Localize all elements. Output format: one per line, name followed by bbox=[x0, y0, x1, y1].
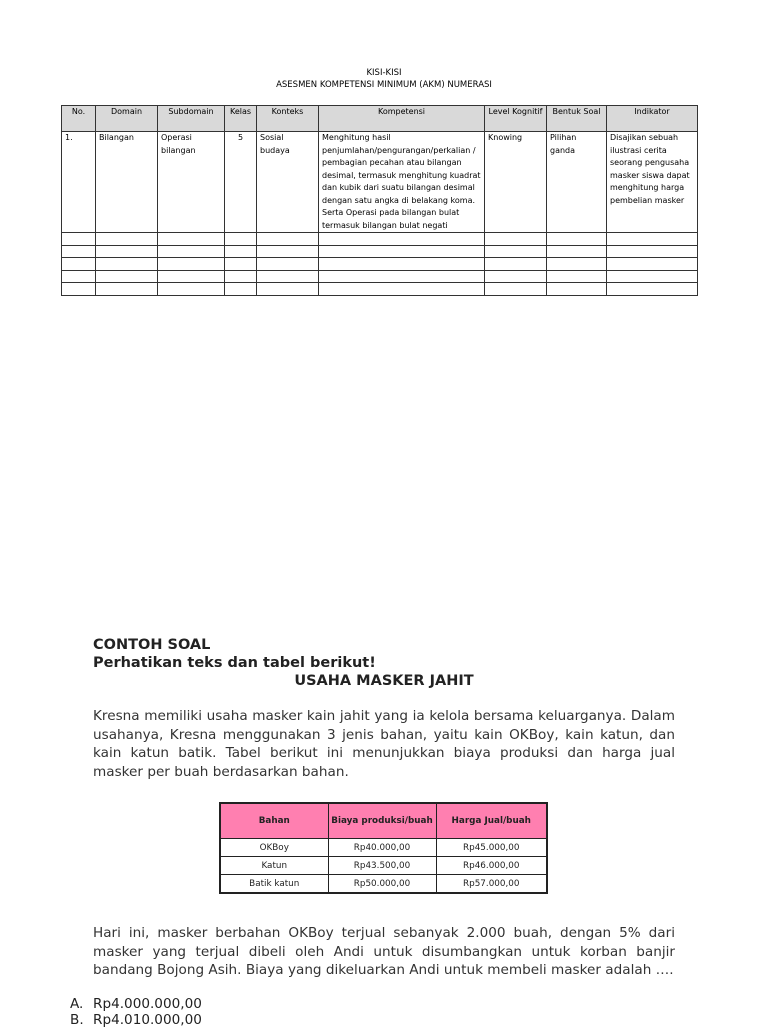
kisi-header-cell: Indikator bbox=[607, 106, 698, 132]
cell-domain: Bilangan bbox=[96, 132, 158, 233]
cell-konteks: Sosial budaya bbox=[257, 132, 319, 233]
table-row-empty bbox=[62, 270, 698, 283]
kisi-header-cell: Subdomain bbox=[158, 106, 225, 132]
option-text: Rp4.000.000,00 bbox=[93, 996, 202, 1012]
section-heading: CONTOH SOAL bbox=[93, 637, 211, 653]
price-header-row bbox=[220, 803, 547, 839]
answer-option-b[interactable] bbox=[70, 1012, 202, 1029]
story-paragraph: Kresna memiliki usaha masker kain jahit yang ia kelola bersama keluarganya. Dalam usahanya, Kresna menggunakan 3 jenis bahan, yaitu kain OKBoy, kain katun, dan kain katun batik. Tabel berikut ini menunjukkan biaya produksi dan harga jual masker per buah berdasarkan bahan. bbox=[93, 708, 675, 780]
table-row bbox=[220, 875, 547, 894]
price-header-cell: Biaya produksi/buah bbox=[328, 803, 436, 839]
kisi-title: KISI-KISI bbox=[366, 68, 402, 78]
option-text: Rp4.010.000,00 bbox=[93, 1012, 202, 1028]
cell-level: Knowing bbox=[485, 132, 547, 233]
price-cell: Rp50.000,00 bbox=[328, 875, 436, 894]
kisi-header-cell: Domain bbox=[96, 106, 158, 132]
cell-bentuk: Pilihan ganda bbox=[547, 132, 607, 233]
price-cell: Rp46.000,00 bbox=[436, 857, 547, 875]
kisi-subtitle: ASESMEN KOMPETENSI MINIMUM (AKM) NUMERASI bbox=[276, 80, 492, 90]
table-row bbox=[220, 839, 547, 857]
table-row bbox=[62, 132, 698, 233]
kisi-table bbox=[61, 105, 698, 296]
instruction-heading: Perhatikan teks dan tabel berikut! bbox=[93, 655, 376, 671]
table-row-empty bbox=[62, 233, 698, 246]
kisi-header-cell: Level Kognitif bbox=[485, 106, 547, 132]
price-cell: Katun bbox=[220, 857, 328, 875]
kisi-header-cell: No. bbox=[62, 106, 96, 132]
kisi-header-row bbox=[62, 106, 698, 132]
price-header-cell: Harga Jual/buah bbox=[436, 803, 547, 839]
option-letter: B. bbox=[70, 1012, 84, 1028]
price-cell: OKBoy bbox=[220, 839, 328, 857]
question-paragraph: Hari ini, masker berbahan OKBoy terjual sebanyak 2.000 buah, dengan 5% dari masker yang terjual dibeli oleh Andi untuk disumbangkan untuk korban banjir bandang Bojong Asih. Biaya yang dikeluarkan Andi untuk membeli masker adalah …. bbox=[93, 925, 675, 979]
table-row-empty bbox=[62, 258, 698, 271]
cell-kelas: 5 bbox=[225, 132, 257, 233]
price-table bbox=[219, 802, 548, 894]
table-row bbox=[220, 857, 547, 875]
story-title: USAHA MASKER JAHIT bbox=[294, 673, 474, 689]
cell-kompetensi: Menghitung hasil penjumlahan/pengurangan/perkalian / pembagian pecahan atau bilangan desimal, termasuk menghitung kuadrat dan kubik dari suatu bilangan desimal dengan satu angka di belakang koma. Serta Operasi pada bilangan bulat termasuk bilangan bulat negati bbox=[319, 132, 485, 233]
cell-indikator: Disajikan sebuah ilustrasi cerita seorang pengusaha masker siswa dapat menghitung harga pembelian masker bbox=[607, 132, 698, 233]
kisi-header-cell: Kompetensi bbox=[319, 106, 485, 132]
kisi-header-cell: Bentuk Soal bbox=[547, 106, 607, 132]
price-header-cell: Bahan bbox=[220, 803, 328, 839]
table-row-empty bbox=[62, 245, 698, 258]
table-row-empty bbox=[62, 283, 698, 296]
kisi-header-cell: Konteks bbox=[257, 106, 319, 132]
price-cell: Batik katun bbox=[220, 875, 328, 894]
kisi-header-cell: Kelas bbox=[225, 106, 257, 132]
price-cell: Rp57.000,00 bbox=[436, 875, 547, 894]
answer-option-a[interactable] bbox=[70, 996, 202, 1013]
price-cell: Rp40.000,00 bbox=[328, 839, 436, 857]
cell-subdomain: Operasi bilangan bbox=[158, 132, 225, 233]
price-cell: Rp43.500,00 bbox=[328, 857, 436, 875]
option-letter: A. bbox=[70, 996, 84, 1012]
cell-no: 1. bbox=[62, 132, 96, 233]
price-cell: Rp45.000,00 bbox=[436, 839, 547, 857]
